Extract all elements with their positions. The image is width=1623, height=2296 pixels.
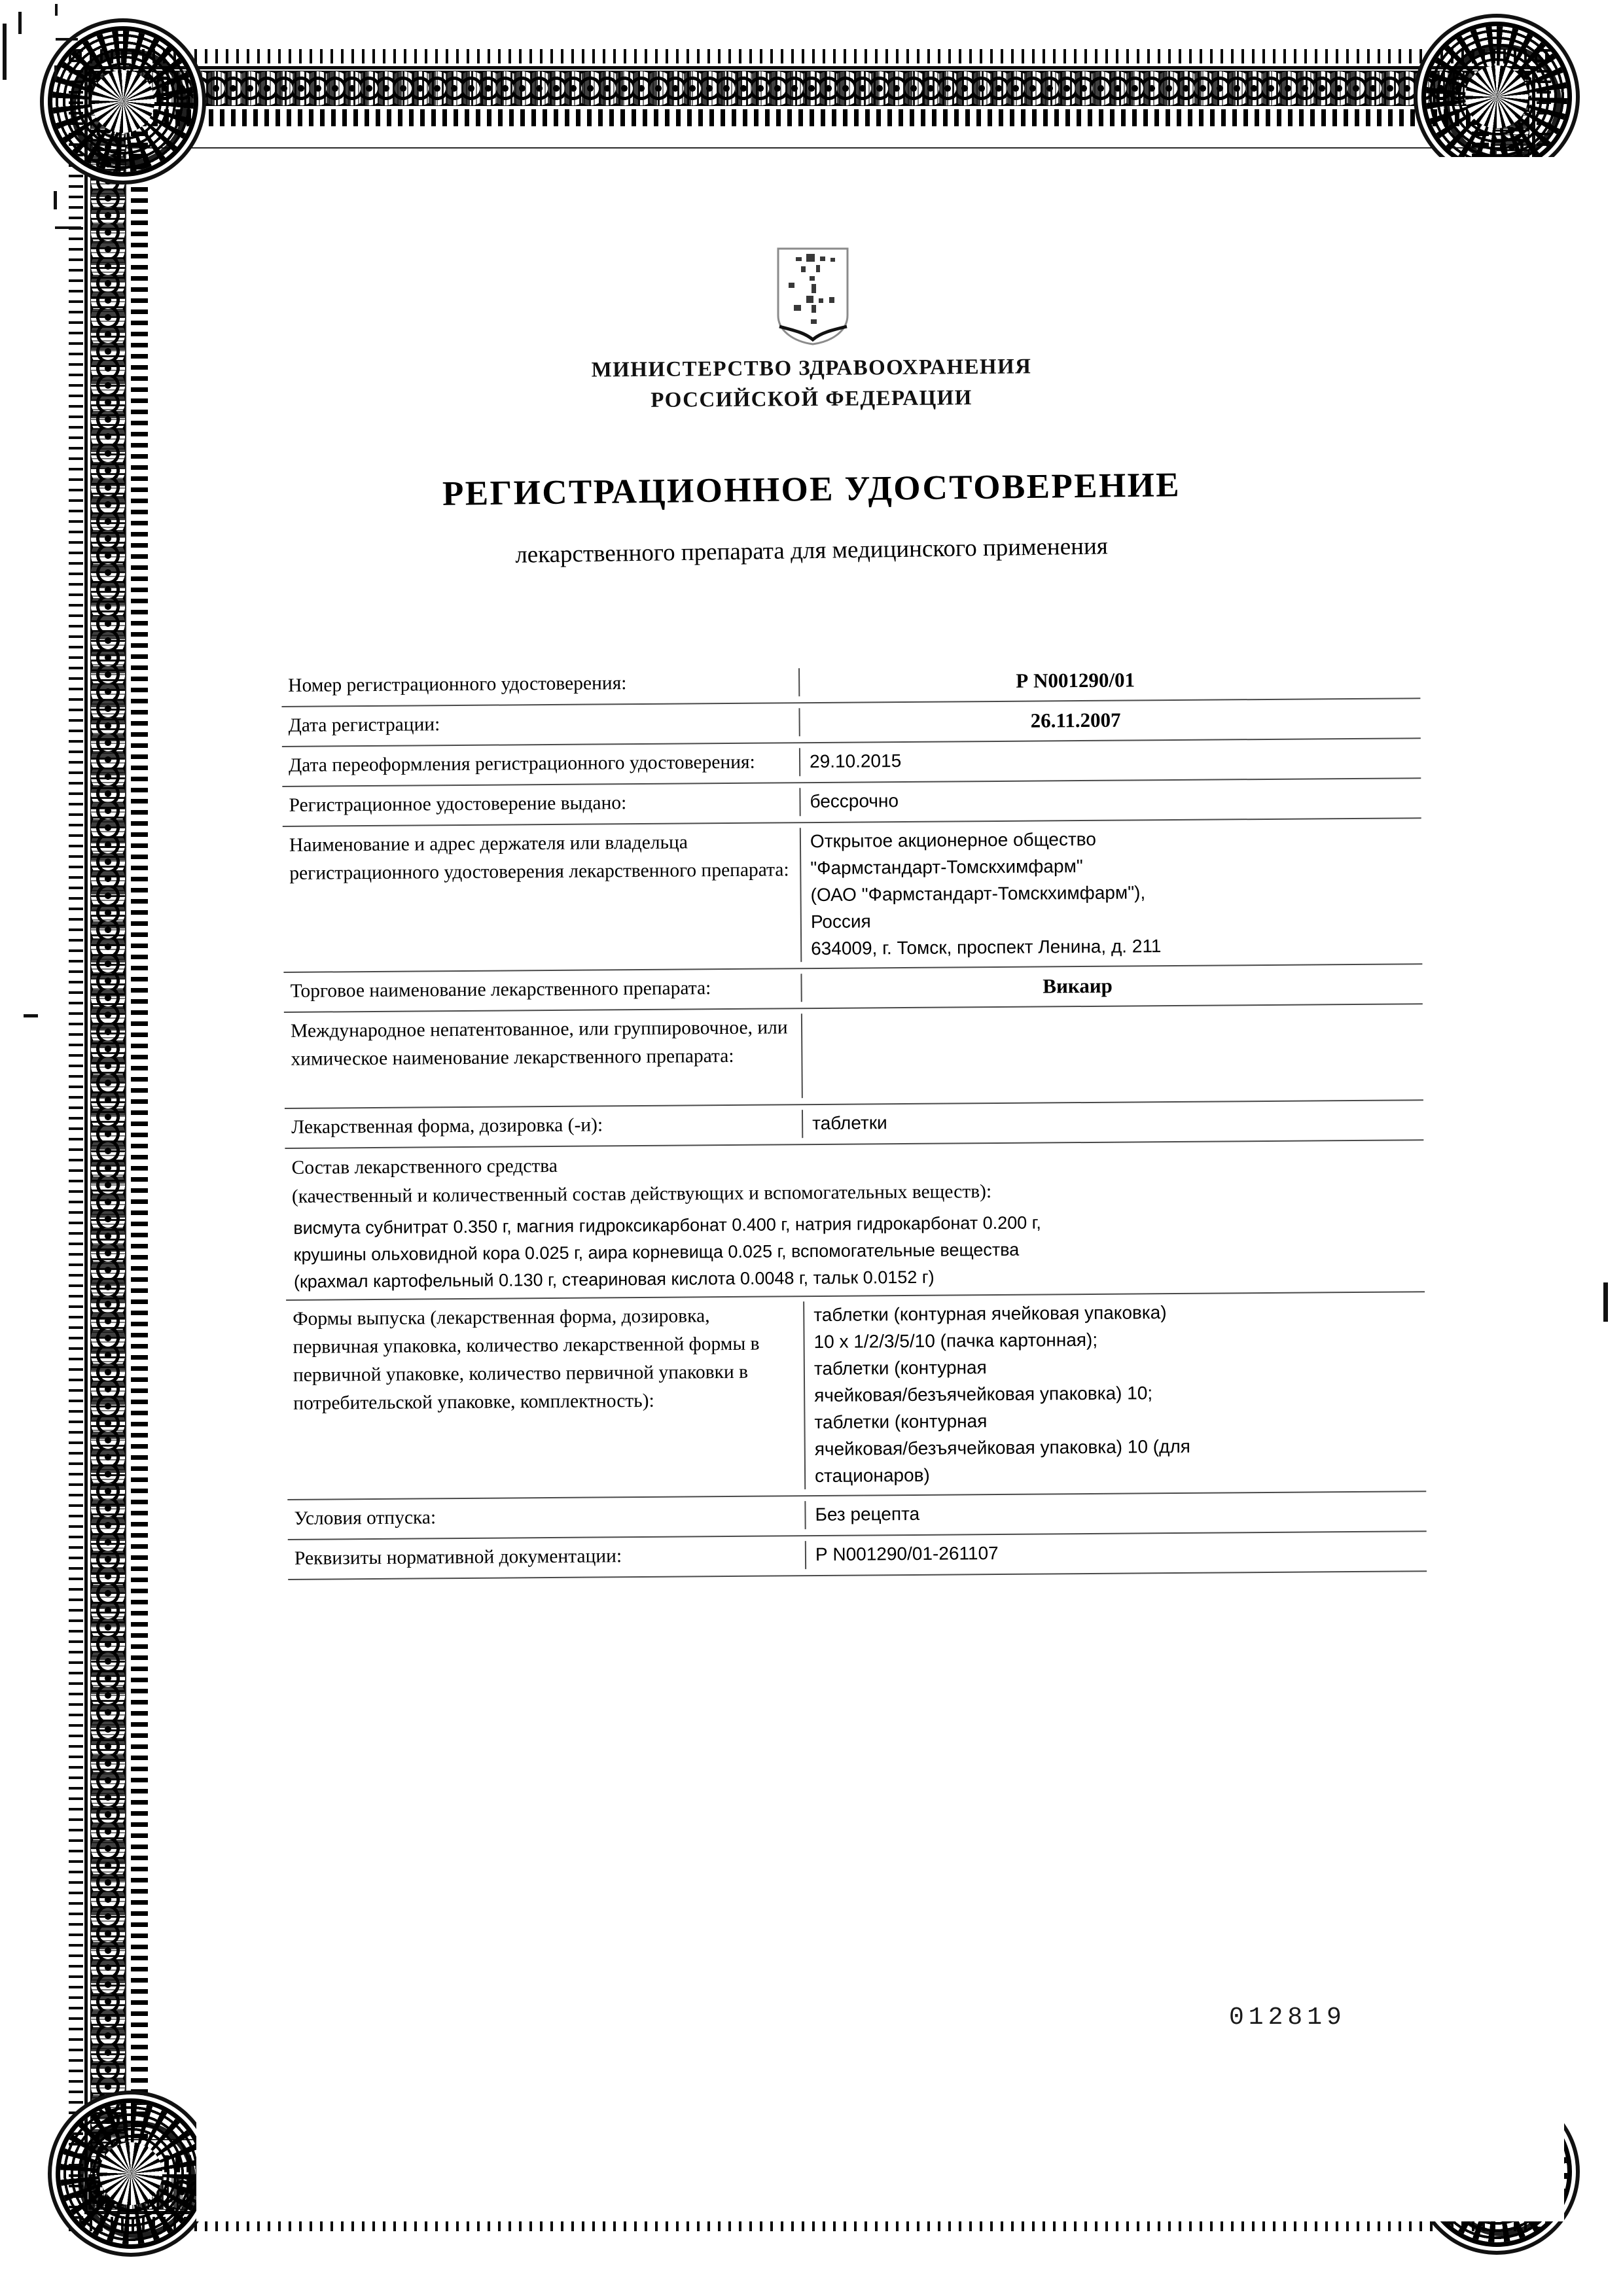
field-label: Наименование и адрес держателя или владельца регистрационного удостоверения лекарственного препарата: (289, 832, 789, 884)
border-comb-band-top (131, 109, 1489, 126)
field-label: Лекарственная форма, дозировка (-и): (291, 1114, 603, 1138)
page-title: РЕГИСТРАЦИОННОЕ УДОСТОВЕРЕНИЕ (442, 466, 1181, 513)
corner-rosette-top-left (52, 31, 194, 172)
table-row-composition-body (285, 1207, 1425, 1301)
scan-speckle (24, 1014, 38, 1017)
field-value-line: 10 х 1/2/3/5/10 (пачка картонная); (813, 1329, 1098, 1352)
field-label: Международное непатентованное, или группировочное, или химическое наименование лекарственного препарата: (290, 1017, 788, 1070)
field-value-line: Россия (810, 911, 871, 932)
field-label-line: Состав лекарственного средства (291, 1155, 558, 1178)
field-value-line: стационаров) (814, 1464, 930, 1487)
border-rule-top (84, 66, 1535, 69)
scan-speckle (18, 12, 22, 34)
field-label: Формы выпуска (лекарственная форма, дозировка, первичная упаковка, количество лекарственной формы в первичной упаковке, количество первичной упаковки в потребительской упаковке, комплектность): (293, 1305, 760, 1414)
coat-of-arms-shield-icon (774, 247, 851, 345)
field-label: Номер регистрационного удостоверения: (288, 673, 627, 696)
field-value-line: "Фармстандарт-Томскхимфарм" (810, 856, 1083, 879)
field-label: Дата регистрации: (288, 714, 440, 736)
field-value-line: крушины ольховидной кора 0.025 г, аира корневища 0.025 г, вспомогательные вещества (293, 1239, 1020, 1265)
field-value-line: висмута субнитрат 0.350 г, магния гидроксикарбонат 0.400 г, натрия гидрокарбонат 0.200 г, (293, 1212, 1041, 1238)
field-value-line: таблетки (контурная ячейковая упаковка) (813, 1302, 1167, 1326)
field-value-line: (крахмал картофельный 0.130 г, стеариновая кислота 0.0048 г, тальк 0.0152 г) (293, 1267, 935, 1292)
field-label: Регистрационное удостоверение выдано: (289, 792, 627, 816)
scan-speckle (3, 24, 7, 80)
field-label: Реквизиты нормативной документации: (294, 1545, 622, 1569)
field-value-line: (ОАО "Фармстандарт-Томскхимфарм"), (810, 882, 1146, 906)
scan-speckle (54, 65, 57, 80)
border-rule-left (84, 66, 88, 2214)
page-subtitle: лекарственного препарата для медицинского применения (514, 533, 1109, 569)
field-value-line: Открытое акционерное общество (810, 828, 1096, 852)
ministry-line-2: РОССИЙСКОЙ ФЕДЕРАЦИИ (651, 386, 972, 412)
field-value (800, 823, 1422, 962)
scan-speckle (1603, 1282, 1608, 1322)
field-value: Без рецепта (804, 1496, 1426, 1529)
field-label-line: (качественный и количественный состав действующих и вспомогательных веществ): (291, 1181, 992, 1207)
border-comb-band-left (131, 109, 148, 2172)
border-hairline-top (125, 147, 1496, 149)
scan-speckle (55, 226, 81, 229)
border-tick-band-top (69, 49, 1551, 63)
serial-number: 012819 (1229, 2004, 1346, 2032)
scan-speckle (54, 191, 57, 209)
corner-rosette-bottom-left (60, 2103, 202, 2244)
field-label (285, 1148, 991, 1211)
field-value (803, 1297, 1426, 1489)
table-row (283, 819, 1423, 973)
scan-speckle (56, 38, 78, 41)
table-row (288, 1532, 1427, 1580)
border-ornament-band-top (88, 71, 1531, 106)
table-row (286, 1292, 1426, 1500)
field-label: Условия отпуска: (294, 1507, 437, 1529)
field-value (801, 1009, 1423, 1098)
field-value-line: ячейковая/безъячейковая упаковка) 10 (для (814, 1436, 1191, 1460)
field-value-line: 634009, г. Томск, проспект Ленина, д. 211 (811, 936, 1162, 959)
field-value: бессрочно (799, 783, 1421, 816)
field-label: Дата переоформления регистрационного удостоверения: (288, 751, 755, 776)
field-value-line: таблетки (контурная (813, 1357, 987, 1379)
ministry-line-1: МИНИСТЕРСТВО ЗДРАВООХРАНЕНИЯ (591, 355, 1032, 382)
field-value: Р N001290/01-261107 (805, 1536, 1427, 1569)
field-label: Торговое наименование лекарственного препарата: (290, 978, 711, 1002)
border-ornament-band-left (90, 71, 126, 2210)
field-value: таблетки (802, 1105, 1423, 1138)
certificate-field-table (281, 659, 1427, 1580)
table-row (284, 1004, 1423, 1109)
border-hairline-left (125, 147, 126, 2140)
field-value: 29.10.2015 (799, 743, 1421, 776)
field-value: 26.11.2007 (798, 703, 1420, 736)
field-value-line: ячейковая/безъячейковая упаковка) 10; (814, 1383, 1153, 1406)
field-value: Р N001290/01 (798, 663, 1420, 696)
field-value-line: таблетки (контурная (814, 1411, 988, 1433)
corner-rosette-top-right (1426, 26, 1567, 168)
scan-speckle (55, 4, 58, 16)
table-row-composition-header (285, 1140, 1424, 1215)
field-value: Викаир (800, 969, 1422, 1002)
